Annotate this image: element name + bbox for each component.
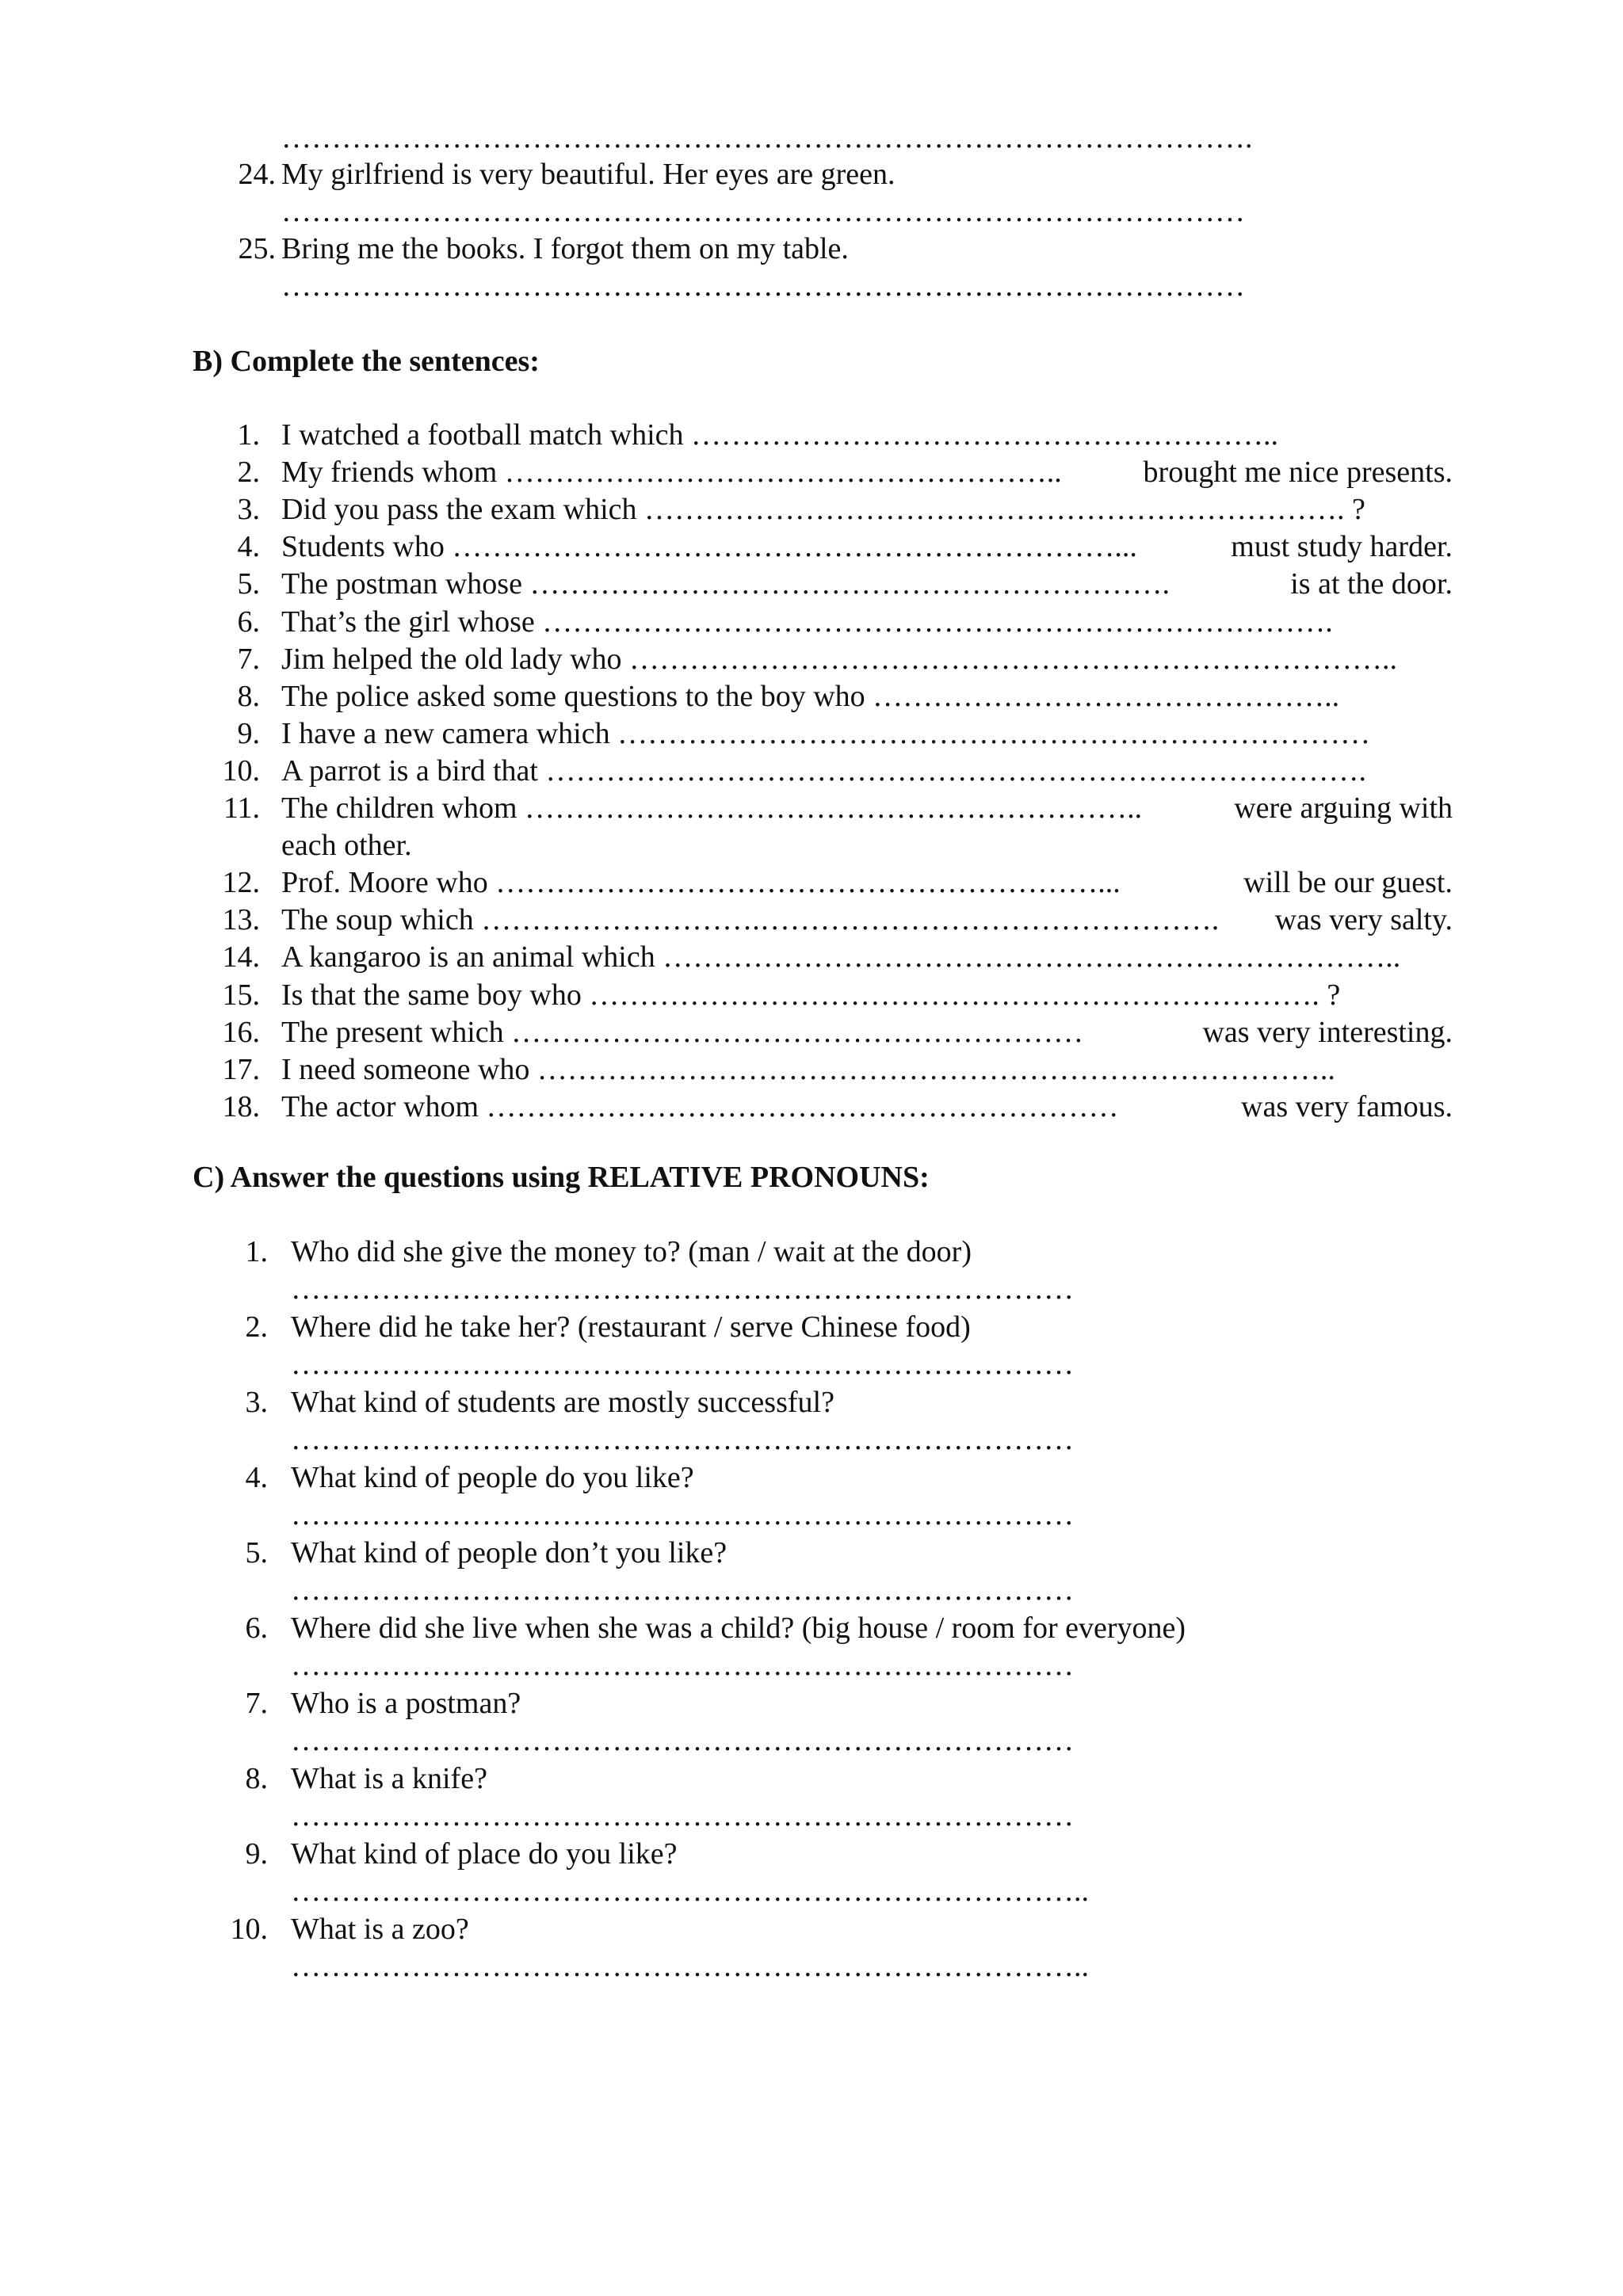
- question-number: 7.: [245, 1687, 268, 1720]
- question-text: Where did she live when she was a child? (big house / room for everyone): [291, 1611, 1186, 1645]
- question-text: Who did she give the money to? (man / wait at the door): [291, 1235, 972, 1268]
- sentence-text: Is that the same boy who ………………………………………………………………. ?: [281, 978, 1341, 1012]
- item-number: 12.: [222, 866, 260, 899]
- item-number: 2.: [237, 456, 260, 489]
- sentence-row: [281, 1013, 1453, 1051]
- answer-line: ……………………………………………………………………: [291, 1649, 1074, 1682]
- answer-line: …………………………………………………………………………………….: [281, 121, 1253, 154]
- sentence-text: A kangaroo is an animal which ………………………………………………………………..: [281, 940, 1401, 974]
- item-number: 13.: [222, 903, 260, 936]
- sentence-text: The children whom ……………………………………………………..: [281, 791, 1143, 825]
- answer-line: ……………………………………………………………………: [291, 1348, 1074, 1381]
- question-text: What kind of students are mostly successful?: [291, 1386, 834, 1419]
- sentence-ending: was very interesting.: [1202, 1016, 1453, 1049]
- sentence-ending: will be our guest.: [1243, 866, 1453, 899]
- item-number: 15.: [222, 978, 260, 1012]
- sentence-ending: must study harder.: [1231, 530, 1453, 563]
- item-number: 7.: [237, 643, 260, 676]
- item-number: 16.: [222, 1016, 260, 1049]
- exercise-sentence: My girlfriend is very beautiful. Her eyes are green.: [281, 158, 896, 191]
- sentence-text: The soup which ……………………….……………………………………….: [281, 903, 1220, 936]
- answer-line: ……………………………………………………………………: [291, 1724, 1074, 1757]
- sentence-row: [281, 528, 1453, 566]
- question-number: 4.: [245, 1461, 268, 1494]
- sentence-ending: brought me nice presents.: [1143, 456, 1453, 489]
- item-number: 18.: [222, 1090, 260, 1123]
- sentence-row: [281, 565, 1453, 603]
- section-c-heading: C) Answer the questions using RELATIVE PRONOUNS:: [193, 1161, 930, 1194]
- sentence-text: A parrot is a bird that ……………………………………………………………………….: [281, 754, 1366, 788]
- item-number: 8.: [237, 680, 260, 713]
- question-number: 1.: [245, 1235, 268, 1268]
- question-text: Who is a postman?: [291, 1687, 521, 1720]
- question-number: 10.: [230, 1913, 268, 1946]
- item-number: 17.: [222, 1053, 260, 1086]
- section-b-heading: B) Complete the sentences:: [193, 345, 540, 378]
- sentence-ending: is at the door.: [1290, 567, 1453, 601]
- exercise-sentence: Bring me the books. I forgot them on my table.: [281, 232, 849, 265]
- item-number: 1.: [237, 418, 260, 452]
- sentence-text: That’s the girl whose …………………………………………………………………….: [281, 605, 1333, 639]
- sentence-ending: was very famous.: [1241, 1090, 1453, 1123]
- item-number: 5.: [237, 567, 260, 601]
- sentence-row: [281, 864, 1453, 902]
- sentence-text: Jim helped the old lady who …………………………………………………………………..: [281, 643, 1398, 676]
- question-text: What is a knife?: [291, 1762, 487, 1795]
- sentence-text: I have a new camera which …………………………………………………………………: [281, 717, 1371, 750]
- answer-line: ……………………………………………………………………………………: [281, 269, 1245, 303]
- sentence-row: [281, 1088, 1453, 1126]
- sentence-text: The present which …………………………………………………: [281, 1016, 1084, 1049]
- sentence-row: [281, 453, 1453, 491]
- item-number: 10.: [222, 754, 260, 788]
- question-number: 2.: [245, 1310, 268, 1344]
- question-text: What is a zoo?: [291, 1913, 469, 1946]
- question-text: Where did he take her? (restaurant / serve Chinese food): [291, 1310, 971, 1344]
- sentence-row: [281, 901, 1453, 939]
- answer-line: ……………………………………………………………………: [291, 1498, 1074, 1531]
- answer-line: ……………………………………………………………………: [291, 1272, 1074, 1306]
- sentence-text: Prof. Moore who ……………………………………………………...: [281, 866, 1121, 899]
- sentence-text: I watched a football match which …………………………………………………..: [281, 418, 1279, 452]
- item-number: 3.: [237, 493, 260, 526]
- sentence-row: [281, 789, 1453, 827]
- item-number: 11.: [223, 791, 260, 825]
- sentence-text: The police asked some questions to the boy who ………………………………………..: [281, 680, 1340, 713]
- item-number: 25.: [238, 232, 276, 265]
- question-number: 5.: [245, 1536, 268, 1569]
- answer-line: ……………………………………………………………………: [291, 1799, 1074, 1833]
- sentence-text: The postman whose ……………………………………………………….: [281, 567, 1170, 601]
- sentence-ending: was very salty.: [1274, 903, 1453, 936]
- question-number: 8.: [245, 1762, 268, 1795]
- sentence-ending: were arguing with: [1234, 791, 1453, 825]
- question-number: 3.: [245, 1386, 268, 1419]
- question-number: 9.: [245, 1837, 268, 1871]
- answer-line: ……………………………………………………………………: [291, 1423, 1074, 1456]
- item-number: 6.: [237, 605, 260, 639]
- answer-line: ……………………………………………………………………..: [291, 1875, 1089, 1908]
- sentence-text: Students who …………………………………………………………...: [281, 530, 1137, 563]
- item-number: 9.: [237, 717, 260, 750]
- sentence-text: each other.: [281, 829, 412, 862]
- question-text: What kind of people don’t you like?: [291, 1536, 727, 1569]
- sentence-text: My friends whom ………………………………………………..: [281, 456, 1062, 489]
- sentence-text: I need someone who ……………………………………………………………………..: [281, 1053, 1335, 1086]
- sentence-text: The actor whom ………………………………………………………: [281, 1090, 1119, 1123]
- answer-line: ……………………………………………………………………………………: [281, 195, 1245, 228]
- sentence-text: Did you pass the exam which ……………………………………………………………. ?: [281, 493, 1365, 526]
- item-number: 4.: [237, 530, 260, 563]
- answer-line: ……………………………………………………………………..: [291, 1950, 1089, 1983]
- item-number: 14.: [222, 940, 260, 974]
- question-text: What kind of people do you like?: [291, 1461, 694, 1494]
- question-number: 6.: [245, 1611, 268, 1645]
- item-number: 24.: [238, 158, 276, 191]
- question-text: What kind of place do you like?: [291, 1837, 678, 1871]
- answer-line: ……………………………………………………………………: [291, 1573, 1074, 1607]
